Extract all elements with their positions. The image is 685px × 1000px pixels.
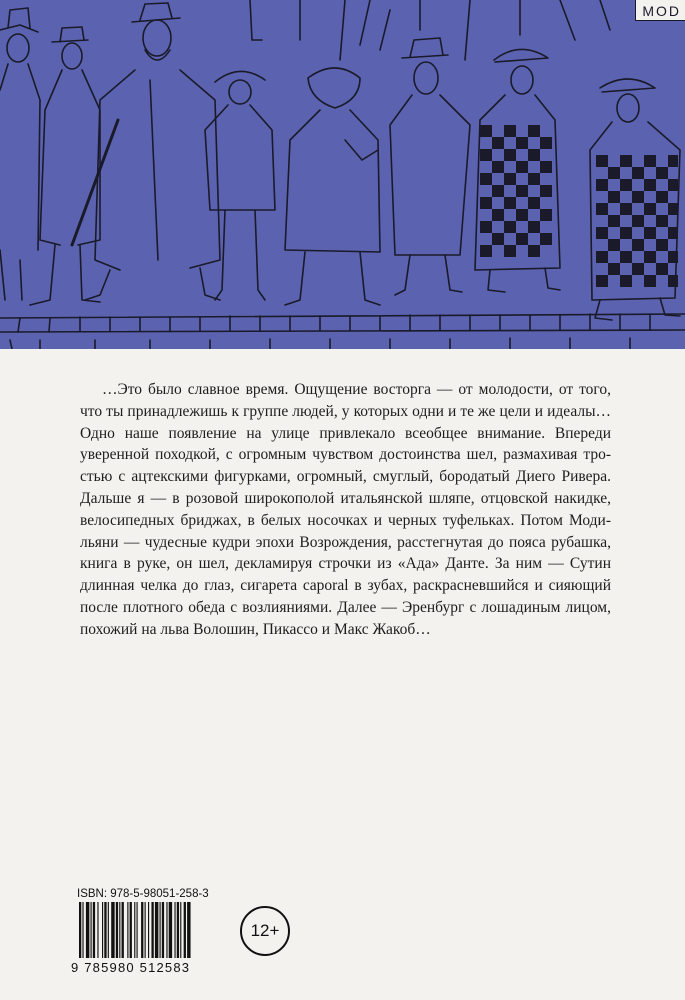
barcode-bar xyxy=(127,902,128,958)
blurb-line: стью с ацтекскими фигурками, огромный, смуглый, бородатый Диего Ривера. xyxy=(80,468,611,486)
blurb-line: Одно наше появление на улице привлекало всеобщее внимание. Впереди xyxy=(80,424,611,442)
barcode-bar xyxy=(160,902,161,958)
cover-blurb xyxy=(80,379,611,641)
barcode-bar xyxy=(91,902,92,958)
blurb-line: что ты принадлежишь к группе людей, у которых одни и те же цели и идеалы… xyxy=(80,402,611,420)
barcode-bar xyxy=(97,902,98,958)
barcode-bar xyxy=(79,902,81,958)
barcode-bar xyxy=(86,902,89,958)
barcode-bar xyxy=(174,902,175,958)
barcode-bar xyxy=(82,902,83,958)
barcode-bar xyxy=(151,902,153,958)
blurb-line: длинная челка до глаз, сигарета caporal в зубах, раскрасневшийся и сияющий xyxy=(80,577,611,595)
barcode-bar xyxy=(130,902,132,958)
barcode-bar xyxy=(111,902,114,958)
barcode-bar xyxy=(162,902,164,958)
barcode-bar xyxy=(187,902,190,958)
barcode-bar xyxy=(134,902,135,958)
age-rating-label: 12+ xyxy=(250,921,280,940)
barcode-bar xyxy=(93,902,95,958)
barcode-bar xyxy=(166,902,167,958)
blurb-line: …Это было славное время. Ощущение восторга — от молодости, от того, xyxy=(102,381,611,398)
barcode-bar xyxy=(119,902,120,958)
barcode-bar xyxy=(102,902,103,958)
barcode xyxy=(77,902,231,958)
street-scene-drawing xyxy=(0,0,685,349)
barcode-bar xyxy=(104,902,106,958)
blurb-line: книга в руке, он шел, декламируя строчки из «Ада» Данте. За ним — Сутин xyxy=(80,555,611,573)
illustration-sign: MOD xyxy=(635,0,685,21)
blurb-line: похожий на льва Волошин, Пикассо и Макс Жакоб… xyxy=(80,620,431,638)
blurb-line: уверенной походкой, с огромным чувством достоинства шел, размахивая тро- xyxy=(80,446,611,464)
barcode-digits: 9 785980 512583 xyxy=(71,960,191,975)
barcode-bar xyxy=(180,902,181,958)
barcode-bar xyxy=(145,902,146,958)
barcode-bar xyxy=(148,902,149,958)
barcode-bar xyxy=(141,902,143,958)
barcode-bar xyxy=(169,902,172,958)
blurb-line: льяни — чудесные кудри эпохи Возрождения, расстегнутая до пояса рубашка, xyxy=(80,533,611,551)
barcode-bar xyxy=(122,902,124,958)
barcode-bar xyxy=(155,902,158,958)
blurb-line: после плотного обеда с возлияниями. Далее — Эренбург с лошадиным лицом, xyxy=(80,598,611,616)
blurb-line: Дальше я — в розовой широкополой итальянской шляпе, отцовской накидке, xyxy=(80,489,611,507)
barcode-bar xyxy=(116,902,118,958)
barcode-bar xyxy=(184,902,186,958)
barcode-bar xyxy=(108,902,109,958)
barcode-bar xyxy=(177,902,179,958)
barcode-bar xyxy=(137,902,138,958)
blurb-line: велосипедных бриджах, в белых носочках и черных туфельках. Потом Моди- xyxy=(80,511,611,529)
isbn-label: ISBN: 978-5-98051-258-3 xyxy=(77,888,209,900)
age-rating-badge xyxy=(240,906,290,956)
cover-illustration xyxy=(0,0,685,349)
